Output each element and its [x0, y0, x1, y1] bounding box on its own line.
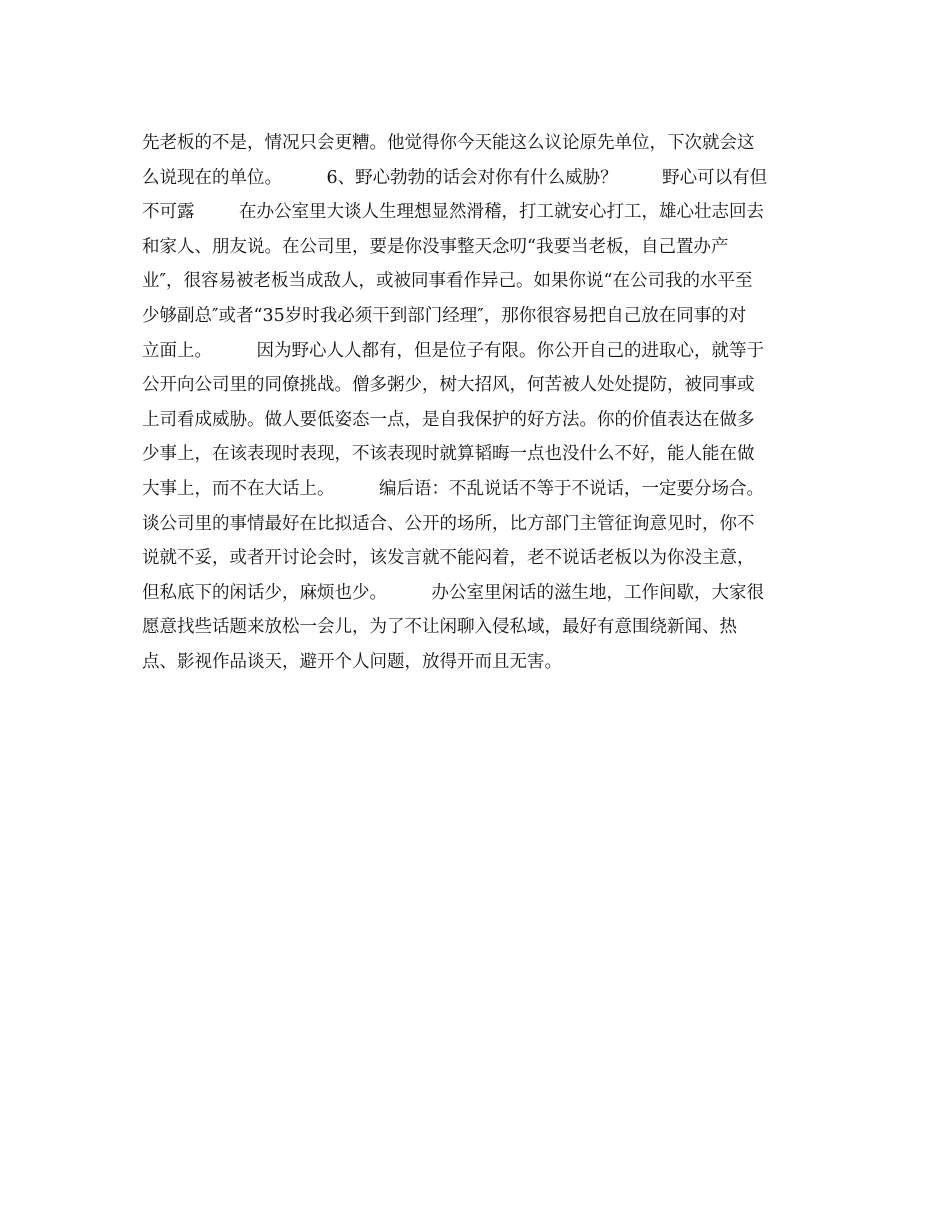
text-line-8: 公开向公司里的同僚挑战。僧多粥少，树大招风，何苦被人处处提防，被同事或: [142, 375, 755, 396]
text-line-6: 少够副总″或者“35岁时我必须干到部门经理″，那你很容易把自己放在同事的对: [142, 305, 747, 326]
text-line-13: 说就不妥，或者开讨论会时，该发言就不能闷着，老不说话老板以为你没主意，: [142, 548, 755, 569]
text-line-15: 愿意找些话题来放松一会儿，为了不让闲聊入侵私域，最好有意围绕新闻、热: [142, 617, 737, 638]
text-line-3: 不可露 在办公室里大谈人生理想显然滑稽，打工就安心打工，雄心壮志回去: [142, 202, 764, 223]
text-line-7: 立面上。 因为野心人人都有，但是位子有限。你公开自己的进取心，就等于: [142, 340, 764, 361]
text-line-2: 么说现在的单位。 6、野心勃勃的话会对你有什么威胁？ 野心可以有但: [142, 167, 768, 188]
text-line-4: 和家人、朋友说。在公司里，要是你没事整天念叨“我要当老板，自己置办产: [142, 236, 729, 257]
text-line-16: 点、影视作品谈天，避开个人问题，放得开而且无害。: [142, 651, 562, 672]
text-line-9: 上司看成威胁。做人要低姿态一点，是自我保护的好方法。你的价值表达在做多: [142, 409, 755, 430]
text-line-5: 业″，很容易被老板当成敌人，或被同事看作异己。如果你说“在公司我的水平至: [142, 271, 753, 292]
text-line-11: 大事上，而不在大话上。 编后语：不乱说话不等于不说话，一定要分场合。: [142, 478, 764, 499]
text-line-1: 先老板的不是，情况只会更糟。他觉得你今天能这么议论原先单位，下次就会这: [142, 133, 755, 153]
text-line-10: 少事上，在该表现时表现，不该表现时就算韬晦一点也没什么不好，能人能在做: [142, 444, 755, 465]
text-line-14: 但私底下的闲话少，麻烦也少。 办公室里闲话的滋生地，工作间歇，大家很: [142, 582, 764, 603]
body-text: [142, 126, 822, 680]
text-line-12: 谈公司里的事情最好在比拟适合、公开的场所，比方部门主管征询意见时，你不: [142, 513, 755, 534]
